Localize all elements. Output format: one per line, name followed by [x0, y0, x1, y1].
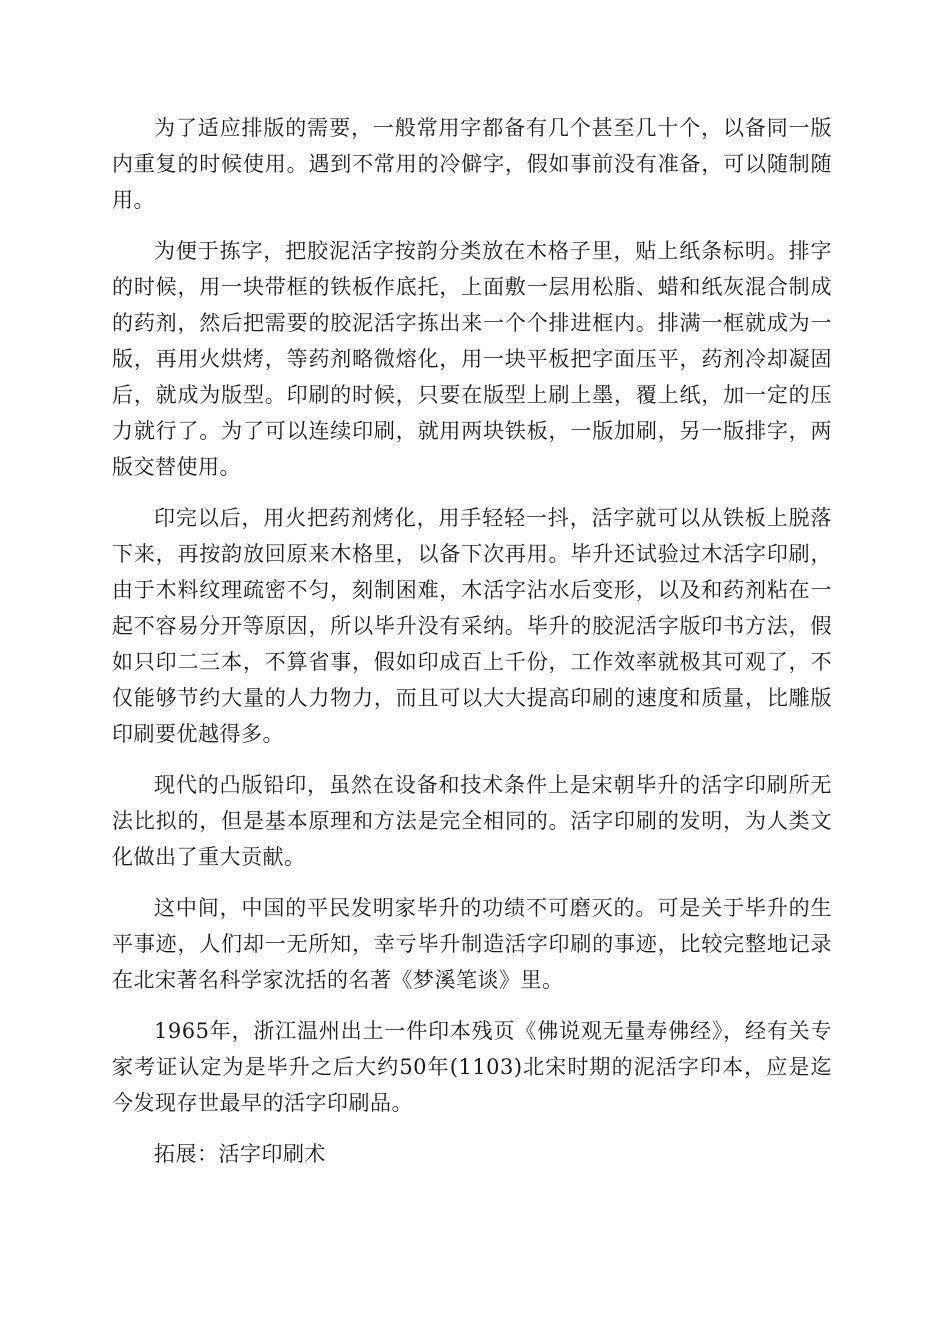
paragraph-2: 为便于拣字，把胶泥活字按韵分类放在木格子里，贴上纸条标明。排字的时候，用一块带框的铁板作底托，上面敷一层用松脂、蜡和纸灰混合制成的药剂，然后把需要的胶泥活字拣出来一个个排进框内。排满一框就成为一版，再用火烘烤，等药剂略微熔化，用一块平板把字面压平，药剂冷却凝固后，就成为版型。印刷的时候，只要在版型上刷上墨，覆上纸，加一定的压力就行了。为了可以连续印刷，就用两块铁板，一版加刷，另一版排字，两版交替使用。 [112, 239, 832, 479]
extension-heading: 拓展：活字印刷术 [154, 1142, 326, 1166]
paragraph-6: 1965年，浙江温州出土一件印本残页《佛说观无量寿佛经》，经有关专家考证认定为是毕升之后大约50年(1103)北宋时期的泥活字印本，应是迄今发现存世最早的活字印刷品。 [112, 1019, 832, 1115]
paragraph-1: 为了适应排版的需要，一般常用字都备有几个甚至几十个，以备同一版内重复的时候使用。遇到不常用的冷僻字，假如事前没有准备，可以随制随用。 [112, 116, 832, 212]
paragraph-4: 现代的凸版铅印，虽然在设备和技术条件上是宋朝毕升的活字印刷所无法比拟的，但是基本原理和方法是完全相同的。活字印刷的发明，为人类文化做出了重大贡献。 [112, 773, 832, 869]
paragraph-5: 这中间，中国的平民发明家毕升的功绩不可磨灭的。可是关于毕升的生平事迹，人们却一无所知，幸亏毕升制造活字印刷的事迹，比较完整地记录在北宋著名科学家沈括的名著《梦溪笔谈》里。 [112, 896, 832, 992]
document-page [112, 110, 832, 1187]
paragraph-3: 印完以后，用火把药剂烤化，用手轻轻一抖，活字就可以从铁板上脱落下来，再按韵放回原来木格里，以备下次再用。毕升还试验过木活字印刷，由于木料纹理疏密不匀，刻制困难，木活字沾水后变形，以及和药剂粘在一起不容易分开等原因，所以毕升没有采纳。毕升的胶泥活字版印书方法，假如只印二三本，不算省事，假如印成百上千份，工作效率就极其可观了，不仅能够节约大量的人力物力，而且可以大大提高印刷的速度和质量，比雕版印刷要优越得多。 [112, 506, 832, 746]
